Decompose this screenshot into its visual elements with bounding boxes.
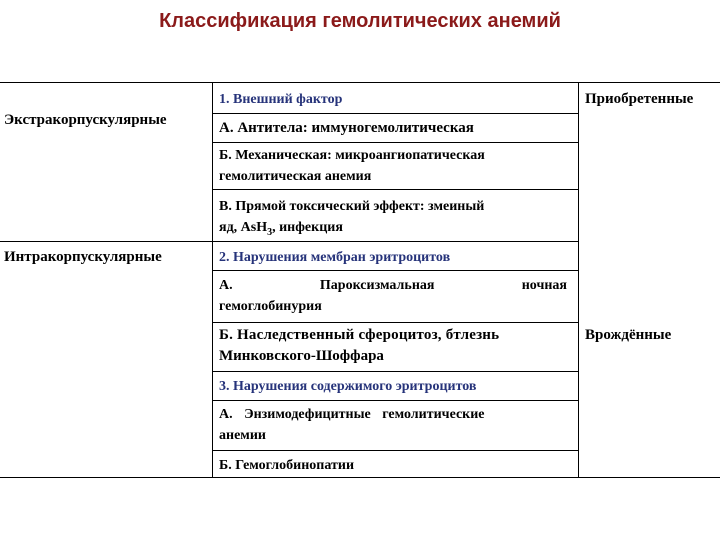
item-mechanical-line1: Б. Механическая: микроангиопатическая bbox=[219, 148, 485, 163]
row-divider bbox=[212, 400, 578, 401]
item-mechanical bbox=[219, 145, 569, 187]
item-mechanical-line2: гемолитическая анемия bbox=[219, 169, 372, 184]
item-toxic-line2-post: , инфекция bbox=[272, 220, 343, 235]
item-pnh bbox=[219, 275, 569, 317]
item-pnh-word2: Пароксизмальная bbox=[319, 278, 435, 293]
row-divider bbox=[212, 450, 578, 451]
item-enzymopathies bbox=[219, 404, 569, 446]
row-divider bbox=[212, 142, 578, 143]
group-membrane-disorders: 2. Нарушения мембран эритроцитов bbox=[219, 250, 451, 265]
item-hemoglobinopathies: Б. Гемоглобинопатии bbox=[219, 458, 355, 473]
row-divider bbox=[212, 113, 578, 114]
item-toxic-line1: В. Прямой токсический эффект: змеиный bbox=[219, 199, 485, 214]
label-intracorpuscular: Интракорпускулярные bbox=[4, 249, 162, 265]
item-enzymopathies-line2: анемии bbox=[219, 428, 266, 443]
page-title: Классификация гемолитических анемий bbox=[159, 10, 561, 32]
item-pnh-line2: гемоглобинурия bbox=[219, 299, 322, 314]
item-spherocytosis-line2: Минковского-Шоффара bbox=[219, 348, 384, 364]
row-divider bbox=[212, 322, 578, 323]
table-bottom-border bbox=[0, 477, 720, 478]
label-extracorpuscular: Экстракорпускулярные bbox=[4, 112, 167, 128]
row-divider bbox=[212, 189, 578, 190]
item-antibodies: А. Антитела: иммуногемолитическая bbox=[219, 120, 474, 136]
item-pnh-word1: А. bbox=[219, 278, 233, 293]
row-divider bbox=[212, 371, 578, 372]
label-acquired: Приобретенные bbox=[585, 91, 694, 107]
item-toxic-subscript: 3 bbox=[267, 226, 273, 238]
item-spherocytosis bbox=[219, 325, 569, 367]
item-toxic bbox=[219, 196, 569, 243]
col-divider-right bbox=[578, 82, 579, 477]
group-external-factor: 1. Внешний фактор bbox=[219, 92, 343, 107]
table-top-border bbox=[0, 82, 720, 83]
item-enzymopathies-line1: А. Энзимодефицитные гемолитические bbox=[219, 407, 485, 422]
row-divider bbox=[212, 270, 578, 271]
item-pnh-word3: ночная bbox=[521, 278, 567, 293]
group-content-disorders: 3. Нарушения содержимого эритроцитов bbox=[219, 379, 477, 394]
item-spherocytosis-line1: Б. Наследственный сфероцитоз, бтлезнь bbox=[219, 327, 500, 343]
item-toxic-line2-pre: яд, AsH bbox=[219, 220, 268, 235]
label-inherited: Врождённые bbox=[585, 327, 672, 343]
